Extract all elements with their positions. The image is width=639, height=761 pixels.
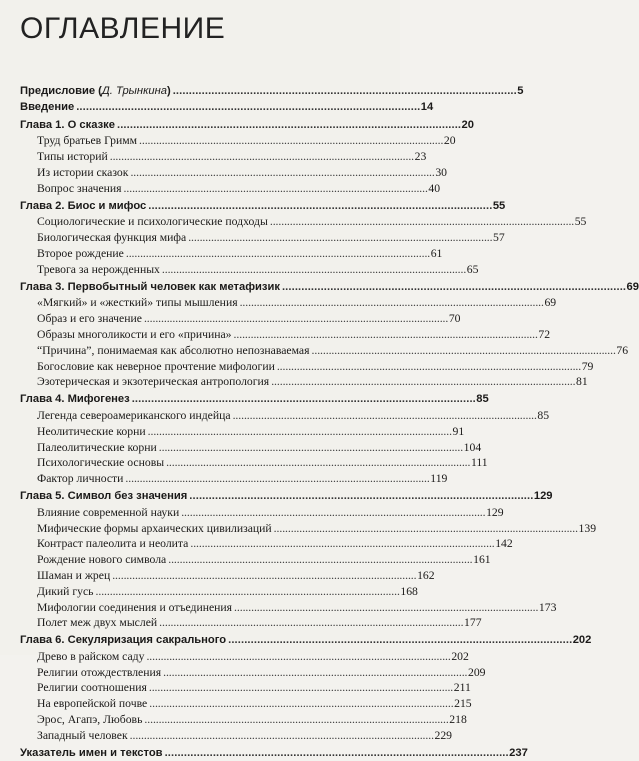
dot-leader	[271, 374, 574, 390]
toc-page-number: 139	[578, 521, 597, 535]
toc-entry-title: Религии соотношения	[37, 681, 147, 695]
dot-leader	[124, 181, 427, 197]
toc-chapter-entry	[20, 489, 553, 505]
dot-leader	[162, 262, 465, 278]
dot-leader	[144, 311, 447, 327]
toc-page-number: 119	[430, 472, 448, 486]
toc-page-number: 70	[448, 312, 461, 326]
toc-page-number: 20	[443, 134, 456, 148]
toc-page-number: 85	[537, 408, 550, 422]
dot-leader	[312, 343, 615, 359]
dot-leader	[181, 505, 484, 521]
toc-entry-title: Глава 6. Секуляризация сакрального	[20, 634, 227, 647]
toc-section-entry	[20, 552, 491, 568]
dot-leader	[130, 165, 433, 181]
toc-entry-author: Д. Трынкина	[101, 85, 167, 97]
toc-page-number: 40	[428, 181, 441, 195]
toc-entry-title: Легенда североамериканского индейца	[37, 408, 231, 422]
dot-leader	[146, 649, 449, 665]
toc-entry-title: Западный человек	[37, 728, 128, 742]
dot-leader	[126, 246, 429, 262]
dot-leader	[277, 359, 580, 375]
dot-leader	[270, 214, 573, 230]
toc-page-number: 55	[574, 215, 587, 229]
toc-section-entry	[20, 536, 513, 552]
toc-page-number: 69	[544, 296, 557, 310]
toc-entry-title: Тревога за нерожденных	[37, 262, 160, 276]
toc-page-number: 111	[470, 456, 488, 470]
toc-page-number: 211	[453, 681, 471, 695]
toc-entry-title: Из истории сказок	[37, 165, 129, 179]
toc-section-entry	[20, 214, 587, 230]
toc-section-entry	[20, 505, 504, 521]
dot-leader	[189, 489, 532, 505]
toc-entry-title: Социологические и психологические подходы	[37, 215, 268, 229]
toc-entry-title: Глава 4. Мифогенез	[20, 393, 130, 406]
dot-leader	[149, 696, 452, 712]
toc-page-number: 161	[473, 553, 491, 567]
dot-leader	[159, 615, 462, 631]
dot-leader	[148, 199, 491, 215]
toc-section-entry	[20, 327, 551, 343]
toc-page-number: 85	[476, 393, 489, 406]
toc-entry-title: Образы многоликости и его «причина»	[37, 327, 232, 341]
toc-entry-title: Шаман и жрец	[37, 568, 111, 582]
toc-entry-title: Фактор личности	[37, 472, 124, 486]
dot-leader	[132, 392, 475, 408]
toc-section-entry	[20, 133, 456, 149]
dot-leader	[148, 424, 451, 440]
dot-leader	[130, 728, 433, 744]
dot-leader	[190, 536, 493, 552]
toc-entry-title: Религии отождествления	[37, 665, 162, 679]
toc-entry-title: Глава 1. О сказке	[20, 118, 115, 131]
toc-page-number: 142	[495, 537, 513, 551]
toc-chapter-entry	[20, 746, 528, 761]
toc-section-entry	[20, 440, 482, 456]
toc-entry-title: Неолитические корни	[37, 424, 146, 438]
dot-leader	[149, 680, 452, 696]
toc-entry-title: Введение	[20, 100, 75, 113]
toc-section-entry	[20, 568, 435, 584]
toc-page-number: 168	[400, 584, 418, 598]
toc-page-number: 177	[464, 616, 482, 630]
toc-section-entry	[20, 181, 441, 197]
toc-page-number: 129	[533, 489, 553, 502]
toc-page-number: 129	[486, 505, 504, 519]
toc-page-number: 229	[434, 728, 453, 742]
toc-chapter-entry	[20, 280, 639, 296]
toc-entry-title: Древо в райском саду	[37, 649, 145, 663]
toc-entry-title: Мифические формы архаических цивилизаций	[37, 521, 272, 535]
toc-chapter-entry	[20, 633, 592, 649]
toc-section-entry	[20, 696, 472, 712]
toc-section-entry	[20, 408, 550, 424]
toc-page-number: 23	[414, 150, 427, 164]
toc-page-number: 237	[509, 746, 528, 759]
toc-section-entry	[20, 728, 453, 744]
toc-entry-title: Биологическая функция мифа	[37, 231, 187, 245]
toc-entry-title: Влияние современной науки	[37, 505, 180, 519]
dot-leader	[173, 84, 516, 100]
toc-section-entry	[20, 680, 471, 696]
toc-section-entry	[20, 149, 427, 165]
toc-section-entry	[20, 471, 448, 487]
toc-entry-title: Глава 5. Символ без значения	[20, 489, 188, 502]
toc-section-entry	[20, 343, 629, 359]
dot-leader	[240, 295, 543, 311]
toc-entry-title: Палеолитические корни	[37, 440, 157, 454]
toc-section-entry	[20, 374, 588, 390]
dot-leader	[112, 568, 415, 584]
toc-section-entry	[20, 311, 461, 327]
toc-section-entry	[20, 165, 447, 181]
dot-leader	[139, 133, 442, 149]
toc-chapter-entry	[20, 392, 489, 408]
toc-page-number: 209	[467, 665, 486, 679]
toc-section-entry	[20, 665, 486, 681]
toc-page-number: 14	[420, 100, 434, 113]
toc-page-number: 65	[466, 262, 479, 276]
toc-page-number: 202	[451, 649, 469, 663]
toc-entry-title: Психологические основы	[37, 456, 165, 470]
toc-entry-title: Контраст палеолита и неолита	[37, 537, 189, 551]
dot-leader	[274, 521, 577, 537]
toc-page-number: 69	[626, 280, 639, 293]
toc-entry-title: «Мягкий» и «жесткий» типы мышления	[37, 296, 238, 310]
toc-page-number: 57	[493, 231, 505, 245]
toc-entry-title: Предисловие (Д. Трынкина)	[20, 85, 171, 97]
toc-page-number: 202	[572, 634, 592, 647]
toc-entry-title: Указатель имен и текстов	[20, 746, 163, 759]
toc-entry-title: Богословие как неверное прочтение мифологии	[37, 359, 275, 373]
toc-entry-title: Полет меж двух мыслей	[37, 616, 158, 630]
toc-section-entry	[20, 359, 594, 375]
toc-page-number: 162	[417, 568, 435, 582]
toc-entry-title: Дикий гусь	[37, 584, 94, 598]
dot-leader	[117, 118, 460, 134]
dot-leader	[96, 584, 399, 600]
dot-leader	[233, 408, 536, 424]
dot-leader	[282, 280, 625, 296]
dot-leader	[188, 230, 491, 246]
toc-chapter-entry	[20, 118, 474, 134]
toc-entry-title: Рождение нового символа	[37, 553, 167, 567]
toc-section-entry	[20, 295, 557, 311]
dot-leader	[110, 149, 413, 165]
toc-page-number: 5	[517, 85, 524, 97]
dot-leader	[166, 455, 469, 471]
toc-section-entry	[20, 649, 469, 665]
toc-section-entry	[20, 455, 488, 471]
toc-page-number: 55	[492, 199, 506, 212]
toc-entry-title: На европейской почве	[37, 697, 148, 711]
dot-leader	[76, 100, 419, 116]
dot-leader	[144, 712, 447, 728]
toc-page-number: 30	[435, 165, 447, 179]
toc-page-number: 215	[454, 697, 472, 711]
dot-leader	[165, 746, 508, 761]
toc-entry-title: Глава 2. Биос и мифос	[20, 199, 147, 212]
toc-section-entry	[20, 712, 467, 728]
dot-leader	[234, 600, 537, 616]
dot-leader	[228, 633, 571, 649]
toc-entry-title: Типы историй	[37, 150, 108, 164]
toc-page-number: 218	[449, 713, 467, 727]
dot-leader	[163, 665, 466, 681]
toc-chapter-entry	[20, 100, 434, 116]
dot-leader	[234, 327, 537, 343]
toc-entry-title: Эрос, Агапэ, Любовь	[37, 713, 143, 727]
dot-leader	[125, 471, 428, 487]
toc-entry-title: Труд братьев Гримм	[37, 134, 138, 148]
toc-section-entry	[20, 262, 479, 278]
toc-page-number: 76	[616, 343, 629, 357]
toc-section-entry	[20, 600, 557, 616]
toc-page-number: 91	[452, 424, 465, 438]
table-of-contents	[20, 84, 639, 761]
toc-entry-title: Второе рождение	[37, 246, 124, 260]
toc-chapter-entry	[20, 199, 506, 215]
toc-section-entry	[20, 521, 597, 537]
toc-page-number: 20	[461, 118, 474, 131]
toc-page-number: 72	[538, 327, 551, 341]
toc-entry-title: Мифологии соединения и отъединения	[37, 600, 233, 614]
toc-entry-title: Вопрос значения	[37, 181, 122, 195]
dot-leader	[159, 440, 462, 456]
toc-section-entry	[20, 615, 482, 631]
toc-chapter-entry	[20, 84, 524, 100]
toc-entry-title: “Причина”, понимаемая как абсолютно непознаваемая	[37, 343, 310, 357]
toc-entry-title: Глава 3. Первобытный человек как метафизик	[20, 280, 280, 293]
toc-page-number: 79	[581, 359, 594, 373]
toc-section-entry	[20, 230, 505, 246]
page-title: ОГЛАВЛЕНИЕ	[20, 12, 226, 45]
toc-page-number: 173	[538, 600, 557, 614]
toc-entry-title: Эзотерическая и экзотерическая антропология	[37, 375, 270, 389]
dot-leader	[168, 552, 471, 568]
toc-page-number: 81	[576, 375, 588, 389]
toc-page-number: 61	[430, 246, 443, 260]
toc-entry-title: Образ и его значение	[37, 312, 142, 326]
toc-section-entry	[20, 424, 465, 440]
toc-section-entry	[20, 584, 418, 600]
toc-section-entry	[20, 246, 443, 262]
toc-page-number: 104	[463, 440, 482, 454]
